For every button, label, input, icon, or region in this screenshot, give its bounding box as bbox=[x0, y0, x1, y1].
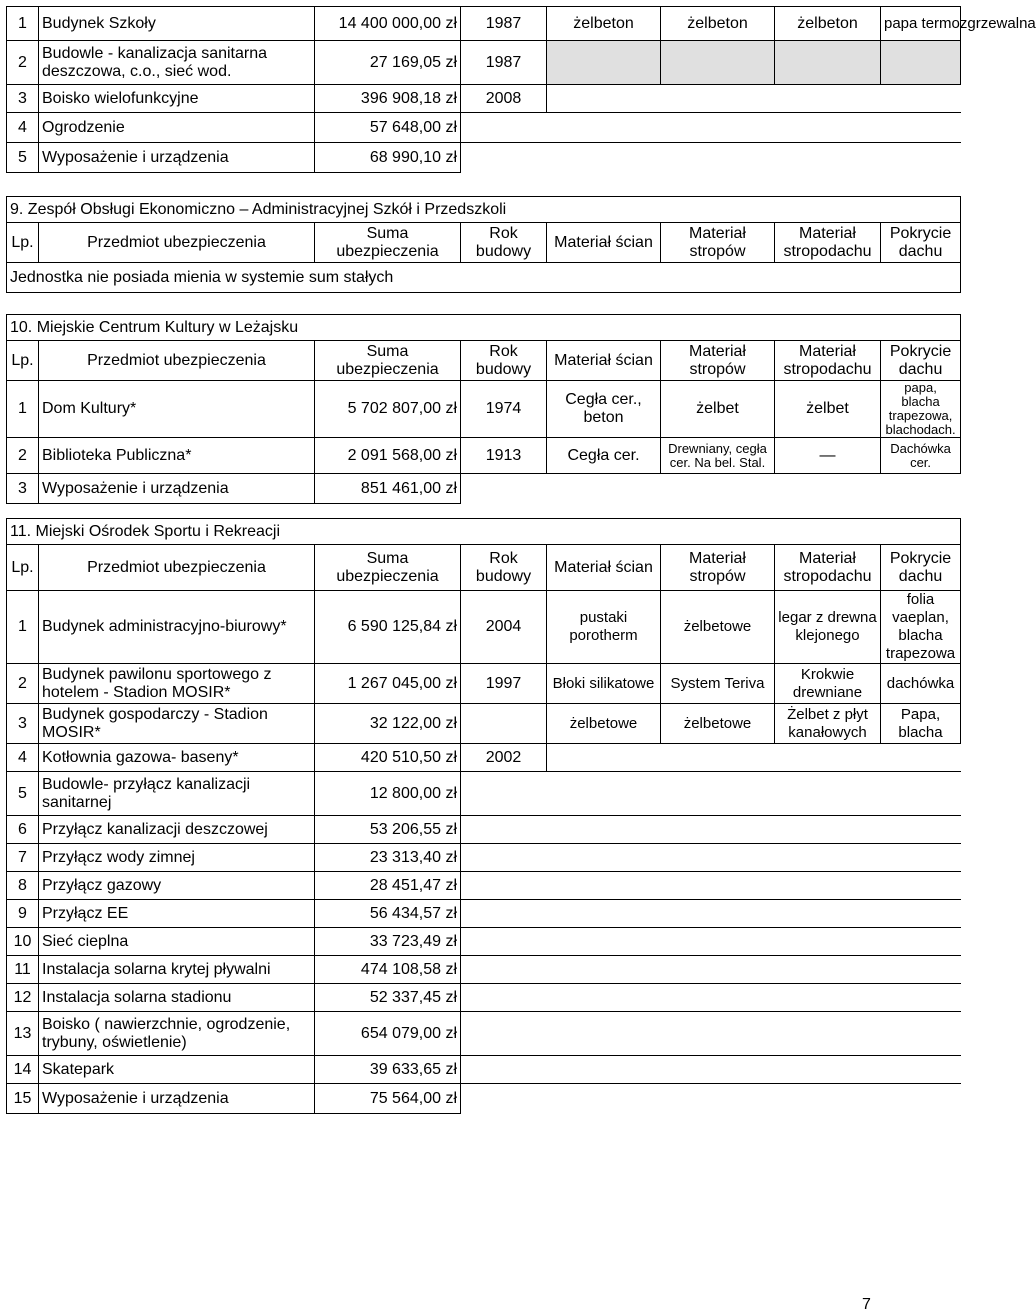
table-row: 2 Biblioteka Publiczna* 2 091 568,00 zł 1913 Cegła cer. Drewniany, cegła cer. Na bel. Stal. — Dachówka cer. bbox=[7, 438, 961, 474]
section-title: 9. Zespół Obsługi Ekonomiczno – Administracyjnej Szkół i Przedszkoli bbox=[7, 197, 961, 223]
header-row: Lp. Przedmiot ubezpieczenia Suma ubezpieczenia Rok budowy Materiał ścian Materiał stropów Materiał stropodachu Pokrycie dachu bbox=[7, 341, 961, 381]
table-row: 3 Boisko wielofunkcyjne 396 908,18 zł 2008 bbox=[7, 85, 961, 113]
table-row: 3 Wyposażenie i urządzenia 851 461,00 zł bbox=[7, 474, 961, 504]
table-row: 8 Przyłącz gazowy 28 451,47 zł bbox=[7, 872, 961, 900]
section-title: 10. Miejskie Centrum Kultury w Leżajsku bbox=[7, 315, 961, 341]
table-section-10 bbox=[6, 314, 961, 504]
table-row: 11 Instalacja solarna krytej pływalni 474 108,58 zł bbox=[7, 956, 961, 984]
table-row: 3 Budynek gospodarczy - Stadion MOSIR* 32 122,00 zł żelbetowe żelbetowe Żelbet z płyt kanałowych Papa, blacha bbox=[7, 704, 961, 744]
table-row: 15 Wyposażenie i urządzenia 75 564,00 zł bbox=[7, 1084, 961, 1114]
page-number: 7 bbox=[862, 1296, 871, 1313]
table-row: 13 Boisko ( nawierzchnie, ogrodzenie, trybuny, oświetlenie) 654 079,00 zł bbox=[7, 1012, 961, 1056]
section-note: Jednostka nie posiada mienia w systemie sum stałych bbox=[7, 263, 961, 293]
table-row: 4 Ogrodzenie 57 648,00 zł bbox=[7, 113, 961, 143]
table-section-9 bbox=[6, 196, 961, 293]
table-row: 5 Budowle- przyłącz kanalizacji sanitarnej 12 800,00 zł bbox=[7, 772, 961, 816]
table-row: 14 Skatepark 39 633,65 zł bbox=[7, 1056, 961, 1084]
table-row: 9 Przyłącz EE 56 434,57 zł bbox=[7, 900, 961, 928]
header-row: Lp. Przedmiot ubezpieczenia Suma ubezpieczenia Rok budowy Materiał ścian Materiał stropów Materiał stropodachu Pokrycie dachu bbox=[7, 545, 961, 591]
table-row: 4 Kotłownia gazowa- baseny* 420 510,50 zł 2002 bbox=[7, 744, 961, 772]
table-row: 1 Budynek administracyjno-biurowy* 6 590 125,84 zł 2004 pustaki porotherm żelbetowe legar z drewna klejonego folia vaeplan, blacha trapezowa bbox=[7, 591, 961, 664]
table-section-11 bbox=[6, 518, 961, 1114]
table-row: 2 Budowle - kanalizacja sanitarna deszczowa, c.o., sieć wod. 27 169,05 zł 1987 bbox=[7, 41, 961, 85]
table-row: 1 Dom Kultury* 5 702 807,00 zł 1974 Cegła cer., beton żelbet żelbet papa, blacha trapezowa, blachodach. bbox=[7, 381, 961, 438]
table-row: 12 Instalacja solarna stadionu 52 337,45 zł bbox=[7, 984, 961, 1012]
table-row: 7 Przyłącz wody zimnej 23 313,40 zł bbox=[7, 844, 961, 872]
header-row: Lp. Przedmiot ubezpieczenia Suma ubezpieczenia Rok budowy Materiał ścian Materiał stropów Materiał stropodachu Pokrycie dachu bbox=[7, 223, 961, 263]
table-row: 10 Sieć cieplna 33 723,49 zł bbox=[7, 928, 961, 956]
section-title: 11. Miejski Ośrodek Sportu i Rekreacji bbox=[7, 519, 961, 545]
table-top bbox=[6, 6, 1036, 173]
table-row: 5 Wyposażenie i urządzenia 68 990,10 zł bbox=[7, 143, 961, 173]
table-row: 6 Przyłącz kanalizacji deszczowej 53 206,55 zł bbox=[7, 816, 961, 844]
table-row: 1 Budynek Szkoły 14 400 000,00 zł 1987 żelbeton żelbeton żelbeton papa termozgrzewalna bbox=[7, 7, 961, 41]
table-row: 2 Budynek pawilonu sportowego z hotelem - Stadion MOSIR* 1 267 045,00 zł 1997 Błoki silikatowe System Teriva Krokwie drewniane dachówka bbox=[7, 664, 961, 704]
